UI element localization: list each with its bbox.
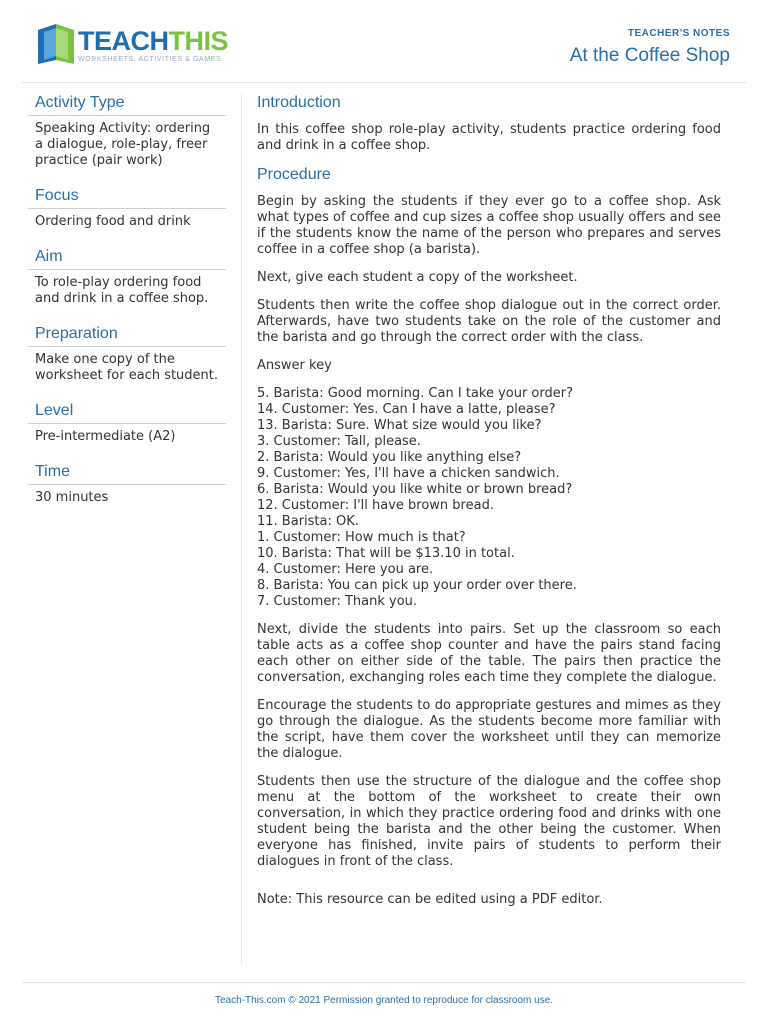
sidebar-heading: Time [28,463,226,485]
sidebar-text: Pre-intermediate (A2) [35,429,176,444]
intro-text: In this coffee shop role-play activity, students practice ordering food and drink in a coffee shop. [257,122,721,153]
answer-key-list [257,386,721,610]
procedure-paragraph: Begin by asking the students if they ever go to a coffee shop. Ask what types of coffee and cup sizes a coffee shop usually offers and see if the students know the name of the person who prepares and serves coffee in a coffee shop (a barista). [257,194,721,257]
column-divider [241,94,242,964]
sidebar-text: 30 minutes [35,490,109,505]
sidebar-section-preparation [28,325,226,384]
answer-key-item: 8. Barista: You can pick up your order over there. [257,578,577,593]
answer-key-item: 1. Customer: How much is that? [257,530,466,545]
teach-this-logo [36,22,236,68]
answer-key-item: 2. Barista: Would you like anything else? [257,450,522,465]
answer-key-item: 5. Barista: Good morning. Can I take your order? [257,386,573,401]
procedure-paragraph: Students then use the structure of the dialogue and the coffee shop menu at the bottom of the worksheet to create their own conversation, in which they practice ordering food and drinks with one student being the barista and the other being the customer. When everyone has finished, invite pairs of students to perform their dialogues in front of the class. [257,774,721,869]
footer-divider [22,982,746,983]
header-kicker: TEACHER'S NOTES [627,28,730,39]
sidebar [28,94,226,524]
answer-key-item: 4. Customer: Here you are. [257,562,434,577]
sidebar-heading: Preparation [28,325,226,347]
procedure-paragraph: Students then write the coffee shop dialogue out in the correct order. Afterwards, have two students take on the role of the customer and the barista and go through the correct order with the class. [257,298,721,345]
answer-key-item: 9. Customer: Yes, I'll have a chicken sandwich. [257,466,560,481]
sidebar-heading: Focus [28,187,226,209]
sidebar-text: To role-play ordering food and drink in a coffee shop. [35,275,209,306]
procedure-paragraph: Encourage the students to do appropriate gestures and mimes as they go through the dialogue. As the students become more familiar with the script, have them cover the worksheet until they can memorize the dialogue. [257,698,721,761]
sidebar-section-focus [28,187,226,230]
sidebar-heading: Aim [28,248,226,270]
answer-key-item: 11. Barista: OK. [257,514,359,529]
sidebar-text: Speaking Activity: ordering a dialogue, role-play, freer practice (pair work) [35,121,211,168]
sidebar-section-level [28,402,226,445]
answer-key-item: 14. Customer: Yes. Can I have a latte, please? [257,402,556,417]
answer-key-item: 12. Customer: I'll have brown bread. [257,498,494,513]
sidebar-heading: Level [28,402,226,424]
answer-key-item: 10. Barista: That will be $13.10 in total. [257,546,515,561]
answer-key-label: Answer key [257,358,332,373]
sidebar-text: Make one copy of the worksheet for each student. [35,352,219,383]
logo-word-teach: TEACH [78,26,169,56]
answer-key-item: 6. Barista: Would you like white or brown bread? [257,482,573,497]
sidebar-text: Ordering food and drink [35,214,191,229]
logo-word-this: THIS [168,26,229,56]
pdf-editor-note: Note: This resource can be edited using a PDF editor. [257,892,603,907]
answer-key-item: 7. Customer: Thank you. [257,594,418,609]
procedure-paragraph: Next, give each student a copy of the worksheet. [257,270,578,285]
procedure-paragraph: Next, divide the students into pairs. Set up the classroom so each table acts as a coffee shop counter and have the pairs stand facing each other on either side of the table. The pairs then practice the conversation, exchanging roles each time they complete the dialogue. [257,622,721,685]
sidebar-section-activity-type [28,94,226,169]
sidebar-heading: Activity Type [28,94,226,116]
sidebar-section-aim [28,248,226,307]
sidebar-section-time [28,463,226,506]
logo-wordmark [78,26,228,57]
main-content [257,94,721,920]
procedure-heading: Procedure [257,166,331,183]
book-logo-icon [36,22,76,66]
page-title: At the Coffee Shop [569,45,730,66]
logo-tagline: WORKSHEETS, ACTIVITIES & GAMES [78,56,222,63]
footer-copyright: Teach-This.com © 2021 Permission granted to reproduce for classroom use. [214,995,554,1006]
header-block [570,28,730,67]
answer-key-item: 13. Barista: Sure. What size would you like? [257,418,542,433]
intro-heading: Introduction [257,94,341,111]
answer-key-item: 3. Customer: Tall, please. [257,434,421,449]
header-divider [22,82,746,83]
